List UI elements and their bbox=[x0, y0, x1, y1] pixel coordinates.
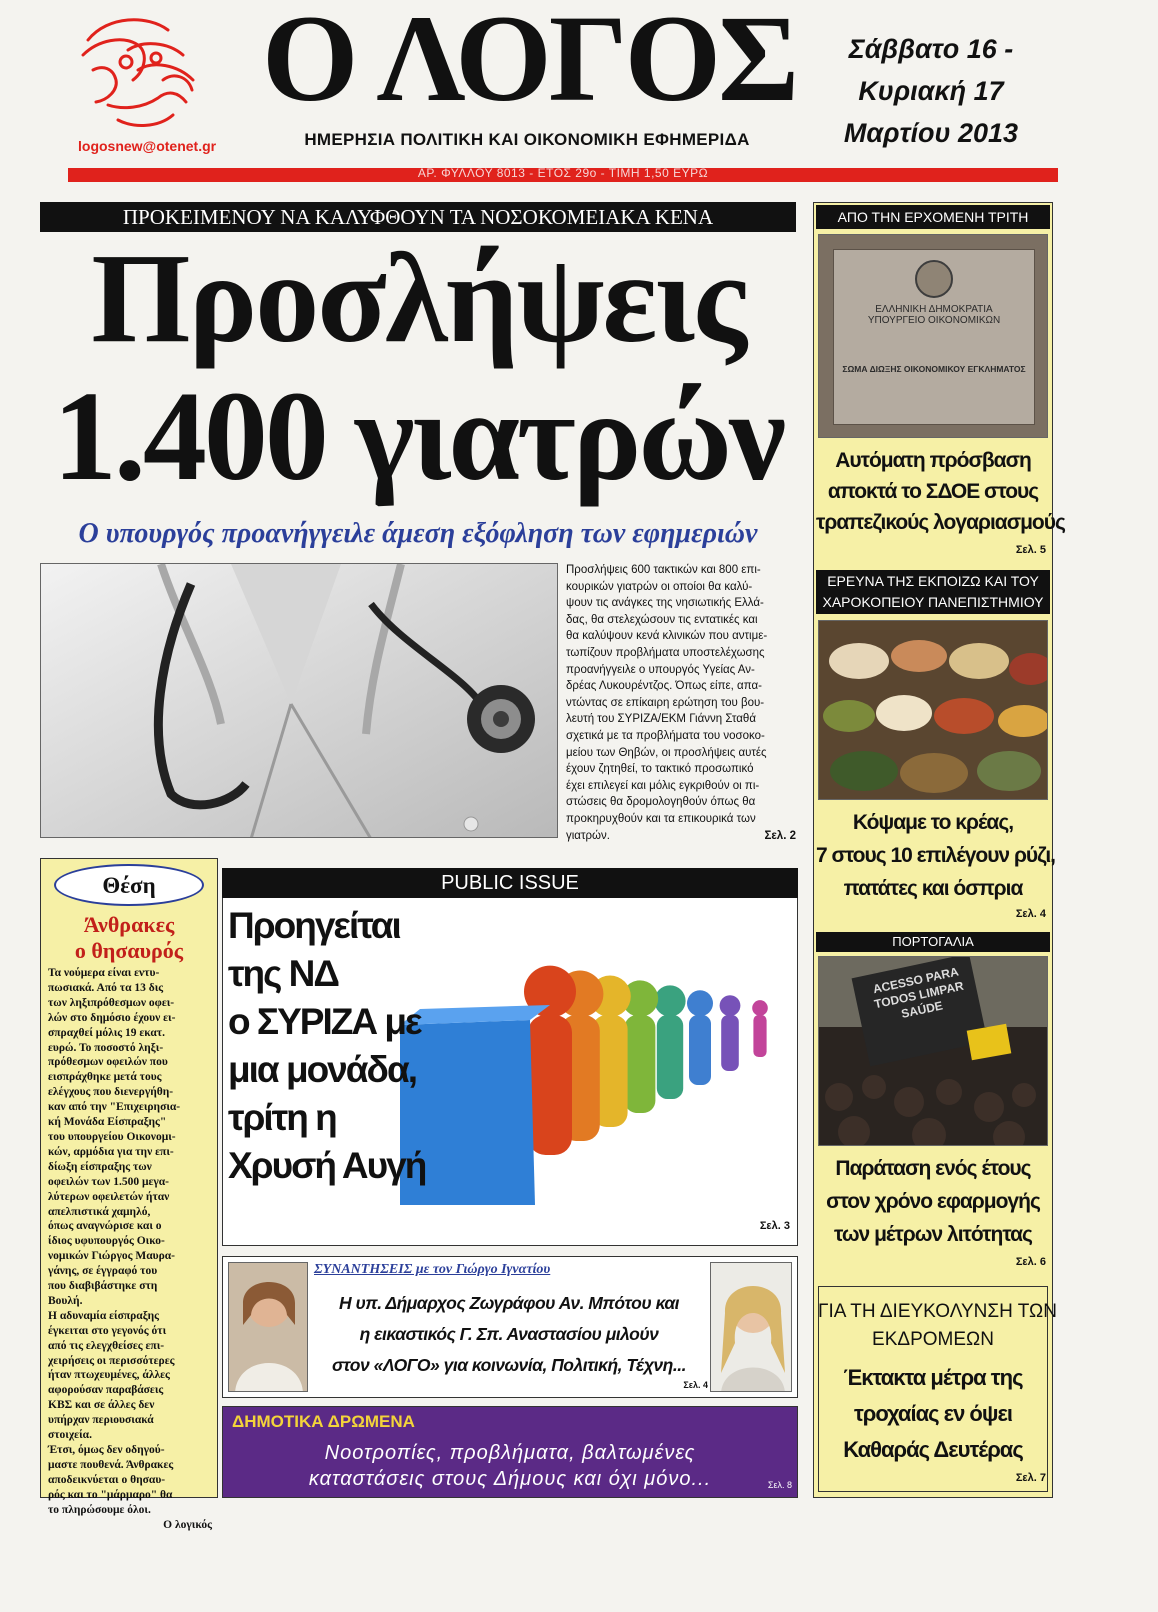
traffic-headline-line-3: Καθαράς Δευτέρας bbox=[843, 1437, 1023, 1462]
municipal-line-2: καταστάσεις στους Δήμους και όχι μόνο... bbox=[308, 1468, 712, 1490]
thesi-title-line-2: ο θησαυρός bbox=[74, 938, 184, 963]
municipal-header: ΔΗΜΟΤΙΚΑ ΔΡΩΜΕΝΑ bbox=[232, 1412, 415, 1431]
legumes-photo bbox=[818, 620, 1048, 800]
portugal-header: ΠΟΡΤΟΓΑΛΙΑ bbox=[816, 932, 1050, 952]
lead-body-line: Προσλήψεις 600 τακτικών και 800 επι- bbox=[566, 564, 761, 576]
thesi-line: των ληξιπρόθεσμων οφει- bbox=[48, 996, 175, 1009]
poll-headline-line: μια μονάδα, bbox=[228, 1049, 416, 1090]
thesi-line: ΚΒΣ και σε άλλες δεν bbox=[48, 1399, 155, 1412]
thesi-line: έγκειται στο γεγονός ότι bbox=[48, 1324, 167, 1337]
portugal-headline-line-1: Παράταση ενός έτους bbox=[835, 1157, 1031, 1180]
lead-body-line: προανήγγειλε ο υπουργός Υγείας Αν- bbox=[566, 663, 755, 676]
sdoe-headline-line-2: αποκτά το ΣΔΟΕ στους bbox=[827, 480, 1039, 503]
date-line-1: Σάββατο 16 - bbox=[848, 34, 1014, 64]
research-header-line-1: ΕΡΕΥΝΑ ΤΗΣ ΕΚΠΟΙΖΩ ΚΑΙ ΤΟΥ bbox=[827, 573, 1039, 589]
thesi-line: λών στο δημόσιο έχουν ει- bbox=[48, 1011, 176, 1024]
thesi-line: στοιχεία. bbox=[48, 1429, 92, 1442]
thesi-line: αφορούσαν παραβάσεις bbox=[48, 1384, 164, 1397]
thesi-line: νομικών Γιώργος Μαυρα- bbox=[48, 1250, 175, 1263]
masthead-email[interactable]: logosnew@otenet.gr bbox=[78, 138, 217, 154]
lead-body bbox=[566, 562, 796, 844]
thesi-line: που διαβιβάστηκε στη bbox=[48, 1280, 158, 1293]
lead-body-line: κουρικών γιατρών οι οποίοι θα καλύ- bbox=[566, 580, 753, 593]
thesi-line: ελέγχους που διενεργήθη- bbox=[48, 1086, 174, 1099]
research-headline-line-2: 7 στους 10 επιλέγουν ρύζι, bbox=[816, 844, 1055, 867]
person-figure bbox=[752, 1000, 768, 1057]
sdoe-sign-line-3: ΣΩΜΑ ΔΙΩΞΗΣ ΟΙΚΟΝΟΜΙΚΟΥ ΕΓΚΛΗΜΑΤΟΣ bbox=[842, 364, 1026, 374]
poll-headline-line: τρίτη η bbox=[228, 1097, 336, 1138]
thesi-line: ευρώ. Το ποσοστό ληξι- bbox=[48, 1041, 164, 1054]
thesi-line: υπήρχαν περιουσιακά bbox=[48, 1414, 154, 1427]
sdoe-headline-line-1: Αυτόματη πρόσβαση bbox=[835, 449, 1031, 472]
thesi-line: πωσιακά. Από τα 13 δις bbox=[48, 981, 164, 994]
thesi-line: γάνης, σε έγγραφό του bbox=[48, 1265, 158, 1278]
lead-body-line: στώσεις θα δρομολογηθούν όπως θα bbox=[566, 796, 756, 809]
municipal-page-ref[interactable]: Σελ. 8 bbox=[767, 1480, 792, 1490]
lead-body-line: δας, θα στελεχώσουν τις εντατικές και bbox=[566, 613, 758, 626]
thesi-line: κή Μονάδα Είσπραξης" bbox=[48, 1116, 167, 1129]
doctor-illustration bbox=[41, 564, 558, 838]
protest-photo bbox=[818, 956, 1048, 1146]
masthead bbox=[0, 0, 1158, 185]
thesi-line: εισπράχθηκε μετά τους bbox=[48, 1071, 162, 1084]
poll-page-ref[interactable]: Σελ. 3 bbox=[759, 1220, 790, 1232]
lead-body-line: λευτή του ΣΥΡΙΖΑ/ΕΚΜ Γιάννη Σταθά bbox=[566, 713, 756, 726]
thesi-badge bbox=[54, 864, 204, 906]
portrait-left-illustration bbox=[229, 1263, 308, 1392]
poll-headline-line: Προηγείται bbox=[228, 905, 400, 946]
meetings-page-ref[interactable]: Σελ. 4 bbox=[683, 1380, 708, 1390]
research-page-ref[interactable]: Σελ. 4 bbox=[1015, 908, 1046, 920]
thesi-badge-label: Θέση bbox=[102, 873, 156, 898]
meetings-headline-line-1: Η υπ. Δήμαρχος Ζωγράφου Αν. Μπότου και bbox=[338, 1293, 680, 1313]
thesi-body bbox=[48, 966, 212, 1532]
lead-subhead: Ο υπουργός προανήγγειλε άμεση εξόφληση των εφημεριών bbox=[78, 518, 758, 549]
legumes-illustration bbox=[819, 621, 1048, 800]
sdoe-header: ΑΠΟ ΤΗΝ ΕΡΧΟΜΕΝΗ ΤΡΙΤΗ bbox=[816, 205, 1050, 229]
lead-page-ref[interactable]: Σελ. 2 bbox=[764, 829, 796, 842]
person-figure bbox=[720, 995, 741, 1071]
sdoe-headline-line-3: τραπεζικούς λογαριασμούς bbox=[816, 511, 1065, 534]
traffic-headline bbox=[818, 1360, 1048, 1468]
portugal-headline-line-2: στον χρόνο εφαρμογής bbox=[826, 1190, 1040, 1213]
thesi-title-line-1: Άνθρακες bbox=[83, 912, 175, 937]
masthead-subtitle: ΗΜΕΡΗΣΙΑ ΠΟΛΙΤΙΚΗ ΚΑΙ ΟΙΚΟΝΟΜΙΚΗ ΕΦΗΜΕΡΙΔΑ bbox=[304, 130, 750, 149]
sdoe-sign-line-2: ΥΠΟΥΡΓΕΙΟ ΟΙΚΟΝΟΜΙΚΩΝ bbox=[867, 315, 1001, 326]
sdoe-sign bbox=[833, 249, 1035, 425]
meetings-kicker: ΣΥΝΑΝΤΗΣΕΙΣ με τον Γιώργο Ιγνατίου bbox=[314, 1262, 551, 1277]
thesi-line: Τα νούμερα είναι εντυ- bbox=[48, 967, 160, 979]
doctor-photo bbox=[40, 563, 558, 838]
lead-body-line: μείου των Θηβών, οι προσλήψεις αυτές bbox=[566, 746, 767, 759]
research-headline bbox=[816, 806, 1055, 905]
thesi-line: όπως αναγνώρισε και ο bbox=[48, 1220, 162, 1233]
date-block bbox=[816, 28, 1046, 154]
thesi-line: ρός και το "μάρμαρο" θα bbox=[48, 1488, 173, 1501]
traffic-kicker-line-1: ΓΙΑ ΤΗ ΔΙΕΥΚΟΛΥΝΣΗ ΤΩΝ bbox=[818, 1301, 1057, 1322]
traffic-headline-line-1: Έκτακτα μέτρα της bbox=[843, 1365, 1023, 1390]
thesi-line: μαστε πουθενά. Άνθρακες bbox=[48, 1458, 174, 1471]
thesi-line: Η αδυναμία είσπραξης bbox=[48, 1309, 159, 1322]
person-figure bbox=[687, 990, 713, 1085]
sdoe-emblem bbox=[915, 260, 953, 298]
date-line-3: Μαρτίου 2013 bbox=[843, 118, 1019, 148]
thesi-line: απελπιστικά χαμηλό, bbox=[48, 1205, 151, 1218]
thesi-line: πρόθεσμων οφειλών που bbox=[48, 1056, 168, 1069]
lead-headline-line-2: 1.400 γιατρών bbox=[52, 365, 784, 507]
research-header bbox=[816, 570, 1050, 614]
traffic-kicker bbox=[818, 1298, 1057, 1354]
lead-kicker: ΠΡΟΚΕΙΜΕΝΟΥ ΝΑ ΚΑΛΥΦΘΟΥΝ ΤΑ ΝΟΣΟΚΟΜΕΙΑΚΑ ΚΕΝΑ bbox=[40, 202, 796, 232]
thesi-line: Έτσι, όμως δεν οδηγού- bbox=[48, 1444, 165, 1456]
portrait-right-illustration bbox=[711, 1263, 792, 1392]
thesi-line: λύτερων οφειλετών ήταν bbox=[48, 1190, 170, 1203]
portugal-headline bbox=[816, 1152, 1050, 1251]
municipal-text bbox=[222, 1440, 798, 1492]
thesi-line: οφειλών των 1.500 μεγα- bbox=[48, 1175, 170, 1188]
thesi-line: Βουλή. bbox=[48, 1294, 83, 1307]
research-headline-line-3: πατάτες και όσπρια bbox=[843, 877, 1023, 900]
thesi-line: αποδεικνύεται ο θησαυ- bbox=[48, 1473, 166, 1486]
thesi-line: χειρήσεις οι περισσότερες bbox=[48, 1354, 175, 1367]
portrait-left bbox=[228, 1262, 308, 1392]
date-line-2: Κυριακή 17 bbox=[858, 76, 1004, 106]
traffic-page-ref[interactable]: Σελ. 7 bbox=[1015, 1472, 1046, 1484]
thesi-line: ήταν πτωχευμένες, άλλες bbox=[48, 1369, 170, 1382]
sdoe-sign-line-1: ΕΛΛΗΝΙΚΗ ΔΗΜΟΚΡΑΤΙΑ bbox=[875, 304, 993, 315]
thesi-line: το πληρώσουμε όλοι. bbox=[48, 1503, 151, 1516]
poll-headline bbox=[228, 902, 428, 1190]
protest-sign-text: ACESSO PARA TODOS LIMPAR SAÚDE bbox=[871, 964, 965, 1021]
municipal-line-1: Νοοτροπίες, προβλήματα, βαλτωμένες bbox=[324, 1442, 696, 1464]
thesi-line: καν από την "Επιχειρησια- bbox=[48, 1101, 181, 1114]
thesi-line: δίωξη είσπραξης των bbox=[48, 1160, 152, 1173]
research-header-line-2: ΧΑΡΟΚΟΠΕΙΟΥ ΠΑΝΕΠΙΣΤΗΜΙΟΥ bbox=[822, 594, 1044, 610]
lead-body-line bbox=[566, 828, 796, 845]
meetings-headline bbox=[310, 1288, 708, 1381]
meetings-headline-line-2: η εικαστικός Γ. Σπ. Αναστασίου μιλούν bbox=[359, 1324, 659, 1344]
lead-body-last-line: γιατρών. bbox=[566, 829, 610, 842]
poll-headline-line: της ΝΔ bbox=[228, 953, 338, 994]
logo-illustration bbox=[68, 10, 208, 138]
portrait-right bbox=[710, 1262, 792, 1392]
sdoe-page-ref[interactable]: Σελ. 5 bbox=[1015, 544, 1046, 556]
lead-headline-line-1: Προσλήψεις bbox=[91, 227, 745, 369]
masthead-title: Ο ΛΟΓΟΣ bbox=[262, 0, 797, 127]
sdoe-photo bbox=[818, 234, 1048, 438]
lead-body-line: προκηρυχθούν και τα επικουρικά των bbox=[566, 812, 756, 825]
poll-header: PUBLIC ISSUE bbox=[222, 868, 798, 898]
poll-illustration bbox=[400, 905, 796, 1205]
lead-body-line: ντώντας σε επίκαιρη ερώτηση του βου- bbox=[566, 696, 765, 709]
thesi-title bbox=[42, 912, 216, 964]
thesi-line: του υπουργείου Οικονομι- bbox=[48, 1130, 176, 1143]
lead-body-line: ψουν τις ανάγκες της νησιωτικής Ελλά- bbox=[566, 597, 764, 610]
thesi-signature: Ο λογικός bbox=[163, 1518, 212, 1531]
poll-headline-line: Χρυσή Αυγή bbox=[228, 1145, 426, 1186]
portugal-headline-line-3: των μέτρων λιτότητας bbox=[834, 1223, 1032, 1246]
poll-headline-line: ο ΣΥΡΙΖΑ με bbox=[228, 1001, 421, 1042]
thesi-line: από τις ελεγχθείσες επι- bbox=[48, 1339, 165, 1352]
issue-info: ΑΡ. ΦΥΛΛΟΥ 8013 - ΕΤΟΣ 29ο - ΤΙΜΗ 1,50 ΕΥΡΩ bbox=[417, 166, 709, 180]
traffic-headline-line-2: τροχαίας εν όψει bbox=[853, 1401, 1012, 1426]
meetings-headline-line-3: στον «ΛΟΓΟ» για κοινωνία, Πολιτική, Τέχνη... bbox=[332, 1355, 686, 1375]
thesi-line: κών, αρμόδια για την επι- bbox=[48, 1145, 174, 1158]
lead-body-line: έχει επιλεγεί και μόλις εγκριθούν οι πι- bbox=[566, 779, 760, 792]
traffic-kicker-line-2: ΕΚΔΡΟΜΕΩΝ bbox=[872, 1329, 994, 1350]
thesi-line: ίδιος υφυπουργός Οικο- bbox=[48, 1235, 165, 1248]
lead-body-line: δρέας Λυκουρέντζος. Όπως είπε, απα- bbox=[566, 680, 762, 693]
lead-body-line: έχουν ζητηθεί, το τακτικό προσωπικό bbox=[566, 763, 754, 776]
person-figure bbox=[654, 985, 685, 1099]
lead-body-line: σχετικά με τα προβλήματα του νοσοκο- bbox=[566, 729, 765, 742]
research-headline-line-1: Κόψαμε το κρέας, bbox=[852, 811, 1014, 834]
thesi-line: σπραχθεί μόλις 19 εκατ. bbox=[48, 1026, 165, 1039]
lead-body-line: τωπίζουν προβλήματα υποστελέχωσης bbox=[566, 646, 765, 659]
portugal-page-ref[interactable]: Σελ. 6 bbox=[1015, 1256, 1046, 1268]
sdoe-headline bbox=[816, 445, 1065, 538]
lead-body-line: θα καλύψουν κενά κλινικών που αντιμε- bbox=[566, 630, 768, 643]
